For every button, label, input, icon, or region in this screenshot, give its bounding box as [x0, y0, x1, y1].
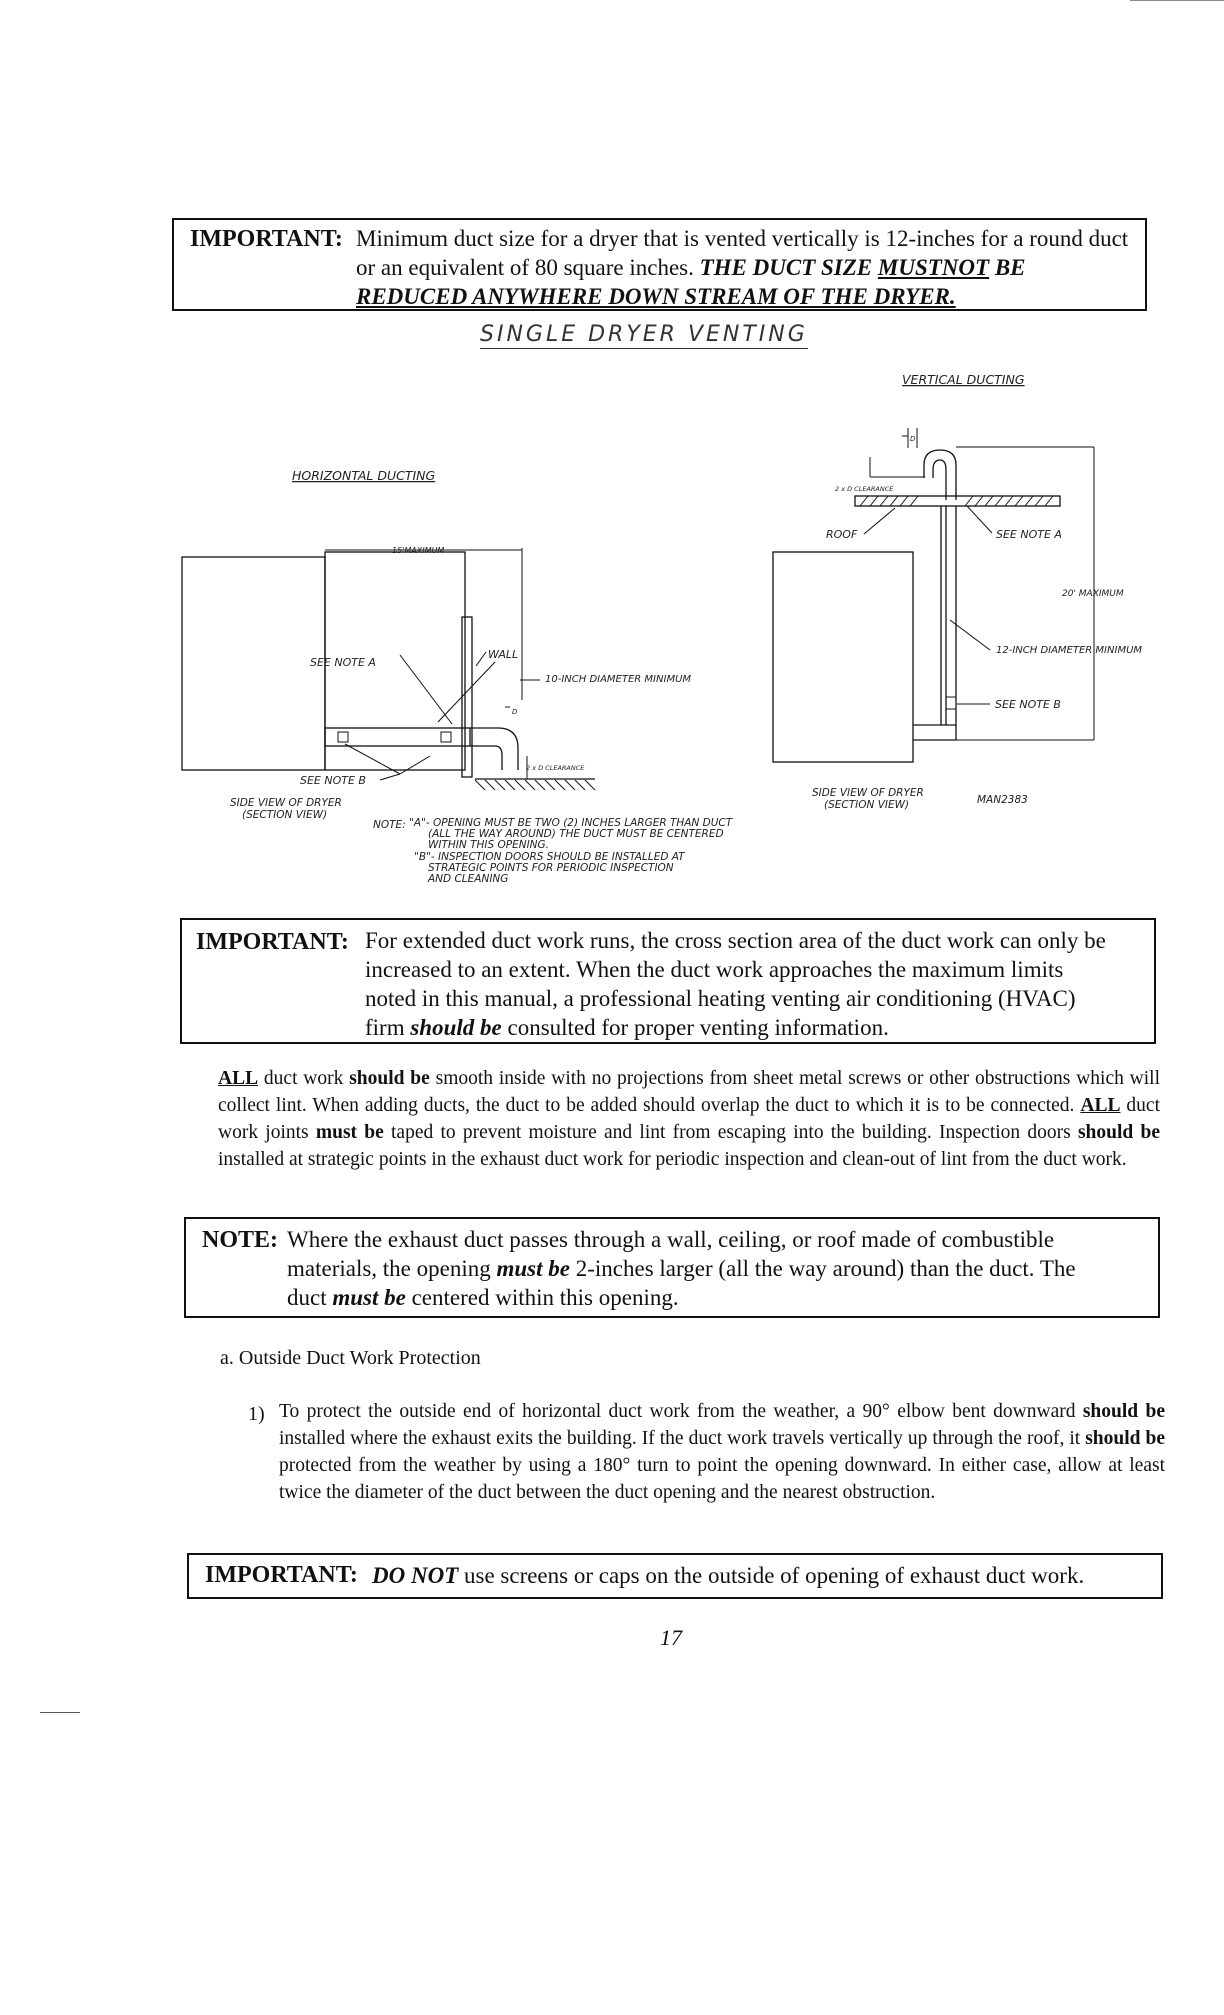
svg-text:WALL: WALL	[488, 648, 519, 661]
svg-text:2 x D CLEARANCE: 2 x D CLEARANCE	[526, 764, 585, 772]
svg-text:(ALL THE WAY AROUND) THE DUCT: (ALL THE WAY AROUND) THE DUCT MUST BE CENTERED	[428, 828, 724, 840]
svg-text:(SECTION VIEW): (SECTION VIEW)	[824, 799, 910, 811]
svg-text:D: D	[512, 708, 518, 716]
important-box-2	[180, 918, 1156, 1044]
wall	[462, 617, 472, 777]
svg-text:2 x D CLEARANCE: 2 x D CLEARANCE	[835, 485, 894, 493]
note-label: NOTE:	[202, 1227, 279, 1253]
svg-text:(SECTION VIEW): (SECTION VIEW)	[242, 809, 328, 821]
svg-text:D: D	[910, 435, 916, 443]
diagram-title: SINGLE DRYER VENTING	[480, 322, 808, 347]
svg-text:20' MAXIMUM: 20' MAXIMUM	[1062, 589, 1124, 599]
svg-text:SEE NOTE A: SEE NOTE A	[996, 528, 1062, 541]
page-number: 17	[660, 1625, 682, 1650]
section-a-heading: a. Outside Duct Work Protection	[220, 1347, 481, 1369]
svg-text:10-INCH DIAMETER MINIMUM: 10-INCH DIAMETER MINIMUM	[545, 674, 692, 685]
svg-text:SIDE VIEW OF DRYER: SIDE VIEW OF DRYER	[230, 797, 342, 809]
important-text: DO NOT use screens or caps on the outside of opening of exhaust duct work.	[372, 1563, 1085, 1588]
svg-text:15'MAXIMUM: 15'MAXIMUM	[392, 546, 445, 555]
svg-text:SIDE VIEW OF DRYER: SIDE VIEW OF DRYER	[812, 787, 924, 799]
item-1-number: 1)	[248, 1403, 265, 1425]
important-text: For extended duct work runs, the cross section area of the duct work can only be increased to an extent. When the duct work approaches the maximum limits noted in this manual, a professional heating venting air conditioning (HVAC) firm should be consulted for proper venting information.	[365, 928, 1106, 1040]
horizontal-duct	[325, 728, 470, 746]
svg-text:NOTE:: NOTE:	[373, 819, 406, 831]
svg-text:SEE NOTE B: SEE NOTE B	[300, 774, 366, 787]
important-box-3	[187, 1553, 1163, 1599]
svg-text:AND CLEANING: AND CLEANING	[428, 873, 509, 885]
svg-text:STRATEGIC POINTS FOR PERIODIC: STRATEGIC POINTS FOR PERIODIC INSPECTION	[428, 862, 674, 874]
note-box	[184, 1217, 1160, 1318]
svg-text:MAN2383: MAN2383	[977, 794, 1028, 806]
scan-margin-mark	[40, 1712, 80, 1713]
vertical-dryer	[773, 552, 913, 762]
important-text: Minimum duct size for a dryer that is vented vertically is 12-inches for a round duct or an equivalent of 80 square inches. THE DUCT SIZE MUSTNOT BE REDUCED ANYWHERE DOWN STREAM OF THE DRYER.	[356, 226, 1129, 309]
ground-hatch	[475, 780, 595, 790]
svg-text:12-INCH DIAMETER MINIMUM: 12-INCH DIAMETER MINIMUM	[996, 645, 1143, 656]
important-box-1	[172, 218, 1147, 311]
horizontal-heading: HORIZONTAL DUCTING	[292, 468, 436, 483]
svg-text:WITHIN THIS OPENING.: WITHIN THIS OPENING.	[428, 839, 549, 851]
note-text: Where the exhaust duct passes through a wall, ceiling, or roof made of combustible materials, the opening must be 2-inches larger (all the way around) than the duct. The duct must be centered within this opening.	[287, 1227, 1076, 1310]
svg-text:"B"- INSPECTION DOORS SHOULD B: "B"- INSPECTION DOORS SHOULD BE INSTALLED AT	[414, 851, 685, 863]
item-1-text: To protect the outside end of horizontal duct work from the weather, a 90° elbow bent downward should be installed where the exhaust exits the building. If the duct work travels vertically up through the roof, it should be protected from the weather by using a 180° turn to point the opening downward. In either case, allow at least twice the diameter of the duct between the duct opening and the nearest obstruction.	[279, 1401, 1165, 1503]
vertical-heading: VERTICAL DUCTING	[902, 372, 1025, 387]
scan-top-rule	[1130, 0, 1224, 1]
svg-text:"A"- OPENING MUST BE TWO (2) I: "A"- OPENING MUST BE TWO (2) INCHES LARGER THAN DUCT	[409, 817, 733, 829]
important-label: IMPORTANT:	[205, 1562, 358, 1588]
important-label: IMPORTANT:	[190, 226, 343, 252]
duct-work-paragraph: ALL duct work should be smooth inside with no projections from sheet metal screws or other obstructions which will collect lint. When adding ducts, the duct to be added should overlap the duct to which it is to be connected. ALL duct work joints must be taped to prevent moisture and lint from escaping into the building. Inspection doors should be installed at strategic points in the exhaust duct work for periodic inspection and clean-out of lint from the duct work.	[218, 1068, 1160, 1170]
horizontal-dryer-left	[182, 557, 325, 770]
svg-text:ROOF: ROOF	[826, 528, 858, 541]
important-label: IMPORTANT:	[196, 929, 349, 955]
svg-text:SEE NOTE A: SEE NOTE A	[310, 656, 376, 669]
venting-diagram	[0, 360, 1224, 900]
svg-text:SEE NOTE B: SEE NOTE B	[995, 698, 1061, 711]
